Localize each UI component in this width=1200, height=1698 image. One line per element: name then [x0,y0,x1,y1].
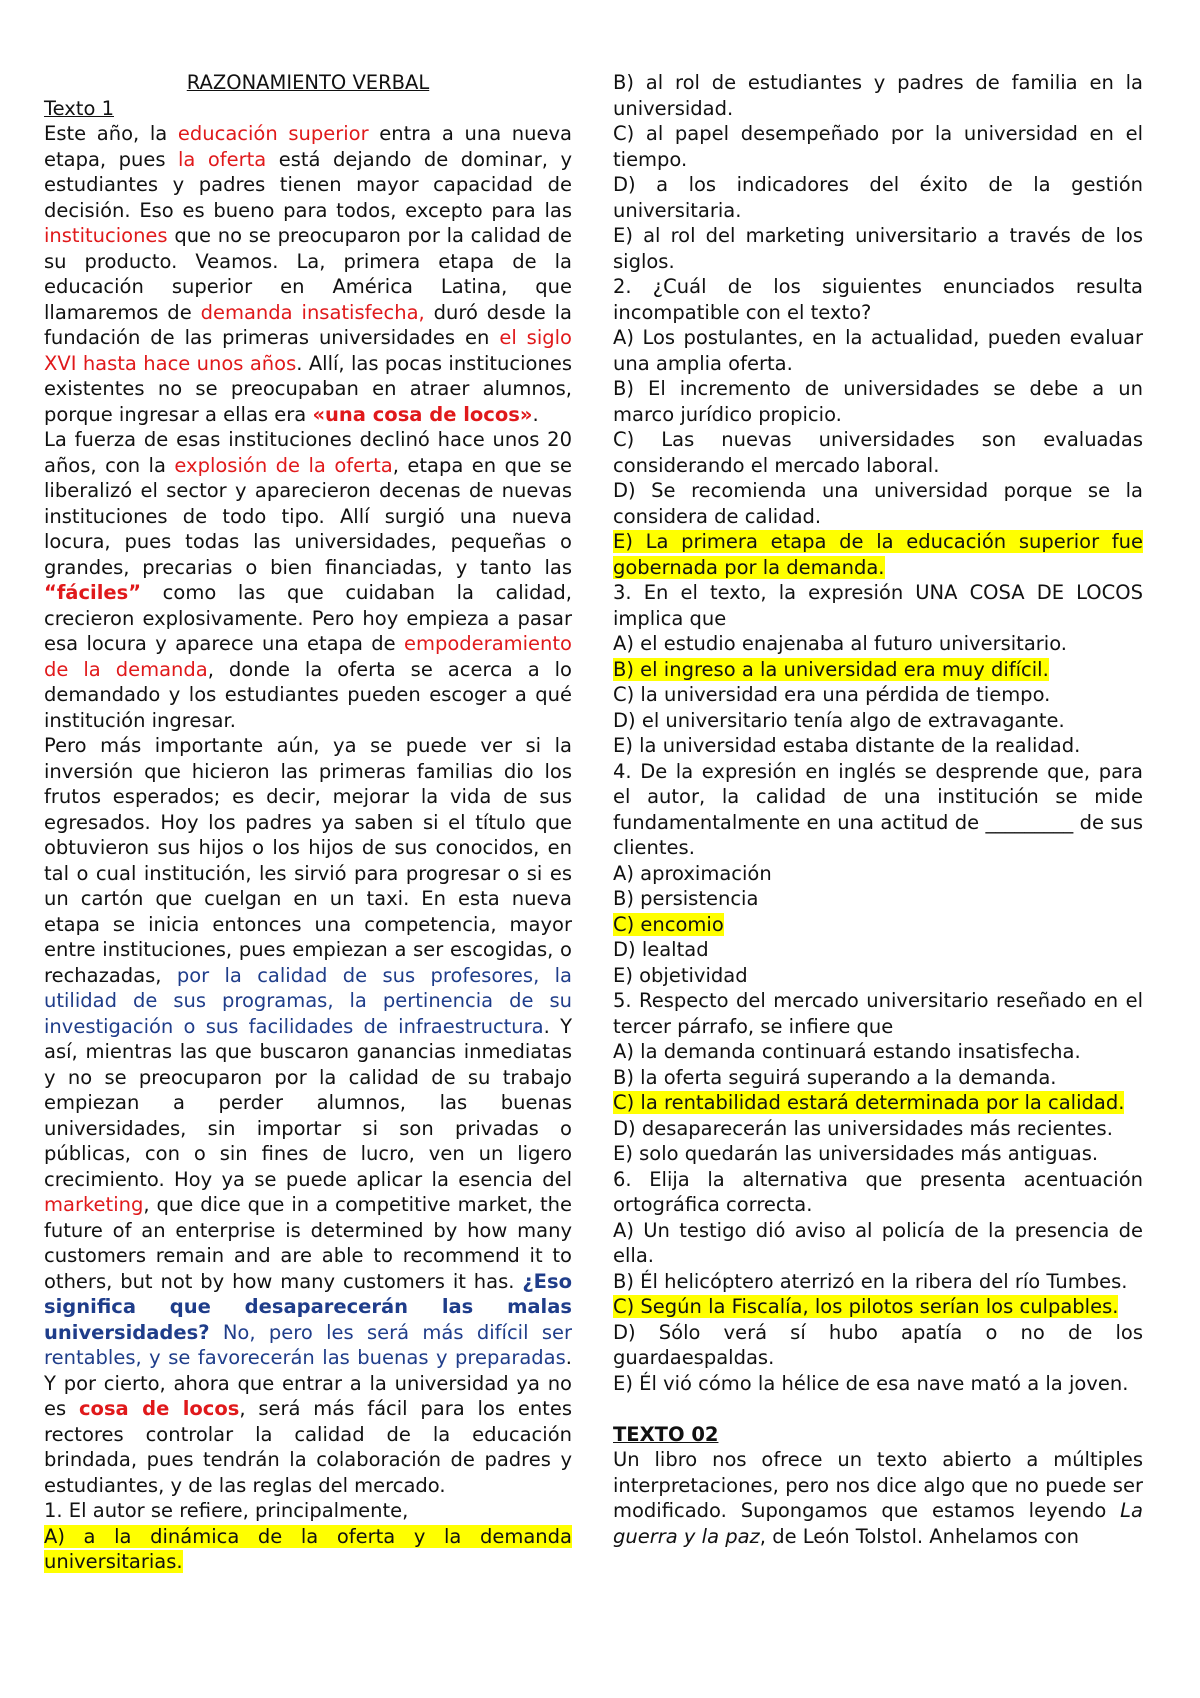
right-column [613,70,1143,1549]
document-title: RAZONAMIENTO VERBAL [186,71,430,94]
question-2-option-a: A) Los postulantes, en la actualidad, pueden evaluar una amplia oferta. [613,326,1143,375]
question-4-option-d: D) lealtad [613,938,709,961]
keyword-instituciones: instituciones [44,224,168,247]
keyword-cosa-de-locos-2: cosa de locos [78,1397,240,1420]
keyword-marketing: marketing [44,1193,144,1216]
question-3-option-c: C) la universidad era una pérdida de tiempo. [613,683,1051,706]
keyword-cosa-de-locos: «una cosa de locos» [312,402,533,426]
text-run: . [532,402,539,426]
question-4-option-e: E) objetividad [613,963,748,987]
texto2-paragraph-1 [613,1447,1143,1549]
section-spacer [613,1396,1143,1422]
question-3-stem: 3. En el texto, la expresión UNA COSA DE LOCOS implica que [613,581,1143,630]
keyword-demanda-insatisfecha: demanda insatisfecha, [200,300,425,324]
book-title: La guerra y la paz [613,1499,1143,1548]
question-2-option-c: C) Las nuevas universidades son evaluadas considerando el mercado laboral. [613,428,1143,477]
text-run: . Y así, mientras las que buscaron ganancias inmediatas y no se preocuparon por la calidad de su trabajo empiezan a perder alumnos, las buenas universidades, sin importar si son privadas o públicas, con o sin fines de lucro, ven un ligero crecimiento. Hoy ya se puede aplicar la esencia del [44,1014,572,1191]
question-5-option-b: B) la oferta seguirá superando a la demanda. [613,1065,1057,1089]
question-1-option-b: B) al rol de estudiantes y padres de familia en la universidad. [613,71,1143,120]
keyword-la-oferta: la oferta [177,147,267,171]
question-2-option-d: D) Se recomienda una universidad porque se la considera de calidad. [613,479,1143,528]
question-5-option-a: A) la demanda continuará estando insatisfecha. [613,1040,1081,1063]
text-run: como las que cuidaban la calidad, crecieron explosivamente. Pero hoy empieza a pasar esa locura y aparece una etapa de [44,581,572,655]
text-run: , será más fácil para los entes rectores controlar la calidad de la educación brindada, pues tendrán la colaboración de padres y estudiantes, y de las reglas del mercado. [44,1397,572,1497]
text-run: Un libro nos ofrece un texto abierto a múltiples interpretaciones, pero nos dice algo que no puede ser modificado. Supongamos que estamos leyendo [613,1448,1143,1522]
question-3-option-b [613,657,1143,683]
question-1-option-c: C) al papel desempeñado por la universidad en el tiempo. [613,122,1143,171]
answer-highlight: C) la rentabilidad estará determinada por la calidad. [613,1091,1125,1114]
text-run [210,1321,223,1344]
texto1-paragraph-2 [44,427,572,733]
question-4-option-c [613,912,1143,938]
left-column [44,70,572,1575]
question-5-option-e: E) solo quedarán las universidades más antiguas. [613,1142,1099,1165]
keyword-pregunta-malas-universidades: ¿Eso significa que desaparecerán las malas universidades? [44,1269,572,1344]
text-run: , que dice que in a competitive market, the future of an enterprise is determined by how many customers remain and are able to recommend it to others, but not by how many customers it has. [44,1193,572,1293]
keyword-empoderamiento: empoderamiento de la demanda [44,632,572,681]
keyword-explosion-oferta: explosión de la oferta [174,453,393,477]
text-run: duró desde la fundación de las primeras universidades en [44,300,572,349]
answer-highlight: B) el ingreso a la universidad era muy difícil. [613,657,1049,681]
text-run: , donde la oferta se acerca a lo demandado y los estudiantes pueden escoger a qué institución ingresar. [44,657,572,732]
texto2-heading: TEXTO 02 [613,1422,719,1446]
question-1-stem: 1. El autor se refiere, principalmente, [44,1499,409,1522]
question-4-option-b: B) persistencia [613,887,759,910]
text-run: . Y por cierto, ahora que entrar a la universidad ya no es [44,1346,572,1420]
question-4-option-a: A) aproximación [613,861,772,885]
text-run: Este año, la [44,122,178,145]
question-3-option-e: E) la universidad estaba distante de la realidad. [613,734,1081,757]
question-2-option-e [613,529,1143,580]
question-5-option-c [613,1090,1143,1116]
question-6-option-c [613,1294,1143,1320]
question-4-stem: 4. De la expresión en inglés se desprende que, para el autor, la calidad de una institución se mide fundamentalmente en una actitud de _________ de sus clientes. [613,759,1143,859]
text-run: , de León Tolstol. Anhelamos con [759,1524,1079,1548]
question-1-option-d: D) a los indicadores del éxito de la gestión universitaria. [613,173,1143,222]
keyword-educacion-superior: educación superior [177,122,369,145]
question-6-option-e: E) Él vió cómo la hélice de esa nave mató a la joven. [613,1371,1129,1395]
text-run: , etapa en que se liberalizó el sector y aparecieron decenas de nuevas instituciones de todo tipo. Allí surgió una nueva locura, pues todas las universidades, pequeñas o grandes, precarias o bien financiadas, y tanto las [44,453,572,579]
question-1-option-a [44,1524,572,1575]
keyword-calidad-profesores: por la calidad de sus profesores, la utilidad de sus programas, la pertinencia de su investigación o sus facilidades de infraestructura [44,963,572,1038]
text-run: que no se preocuparon por la calidad de su producto. Veamos. La, primera etapa de la educación superior en América Latina, que llamaremos de [44,224,572,324]
question-6-option-b: B) Él helicóptero aterrizó en la ribera del río Tumbes. [613,1269,1128,1293]
keyword-respuesta-rentables: No, pero les será más difícil ser rentables, y se favorecerán las buenas y preparadas [44,1320,572,1369]
texto1-paragraph-1 [44,121,572,427]
question-6-option-d: D) Sólo verá sí hubo apatía o no de los guardaespaldas. [613,1320,1143,1369]
question-2-stem: 2. ¿Cuál de los siguientes enunciados resulta incompatible con el texto? [613,275,1143,324]
texto1-paragraph-3 [44,733,572,1498]
question-2-option-b: B) El incremento de universidades se debe a un marco jurídico propicio. [613,377,1143,426]
answer-highlight: C) encomio [613,912,724,936]
text-run: La fuerza de esas instituciones declinó hace unos 20 años, con la [44,428,572,477]
answer-highlight: A) a la dinámica de la oferta y la demanda universitarias. [44,1524,572,1573]
text-run: está dejando de dominar, y estudiantes y padres tienen mayor capacidad de decisión. Eso es bueno para todos, excepto para las [44,147,572,222]
question-3-option-d: D) el universitario tenía algo de extravagante. [613,708,1065,732]
text-run: entra a una nueva etapa, pues [44,122,572,171]
question-1-option-e: E) al rol del marketing universitario a través de los siglos. [613,224,1143,273]
question-5-stem: 5. Respecto del mercado universitario reseñado en el tercer párrafo, se infiere que [613,989,1143,1038]
text-run: Pero más importante aún, ya se puede ver si la inversión que hicieron las primeras familias dio los frutos esperados; es decir, mejorar la vida de sus egresados. Hoy los padres ya saben si el título que obtuvieron sus hijos o los hijos de sus conocidos, en tal o cual institución, les sirvió para progresar o si es un cartón que cuelgan en un taxi. En esta nueva etapa se inicia entonces una competencia, mayor entre instituciones, pues empiezan a ser escogidas, o rechazadas, [44,734,572,987]
answer-highlight: C) Según la Fiscalía, los pilotos serían los culpables. [613,1295,1119,1318]
question-5-option-d: D) desaparecerán las universidades más recientes. [613,1116,1113,1140]
texto1-heading: Texto 1 [44,96,114,120]
question-3-option-a: A) el estudio enajenaba al futuro universitario. [613,632,1067,655]
keyword-siglo-xvi: el siglo XVI hasta hace unos años [44,326,572,375]
question-6-option-a: A) Un testigo dió aviso al policía de la presencia de ella. [613,1218,1143,1267]
question-6-stem: 6. Elija la alternativa que presenta acentuación ortográfica correcta. [613,1167,1143,1216]
text-run: . Allí, las pocas instituciones existentes no se preocupaban en atraer alumnos, porque ingresar a ellas era [44,351,572,426]
answer-highlight: E) La primera etapa de la educación superior fue gobernada por la demanda. [613,530,1143,579]
keyword-faciles: “fáciles” [44,581,142,604]
